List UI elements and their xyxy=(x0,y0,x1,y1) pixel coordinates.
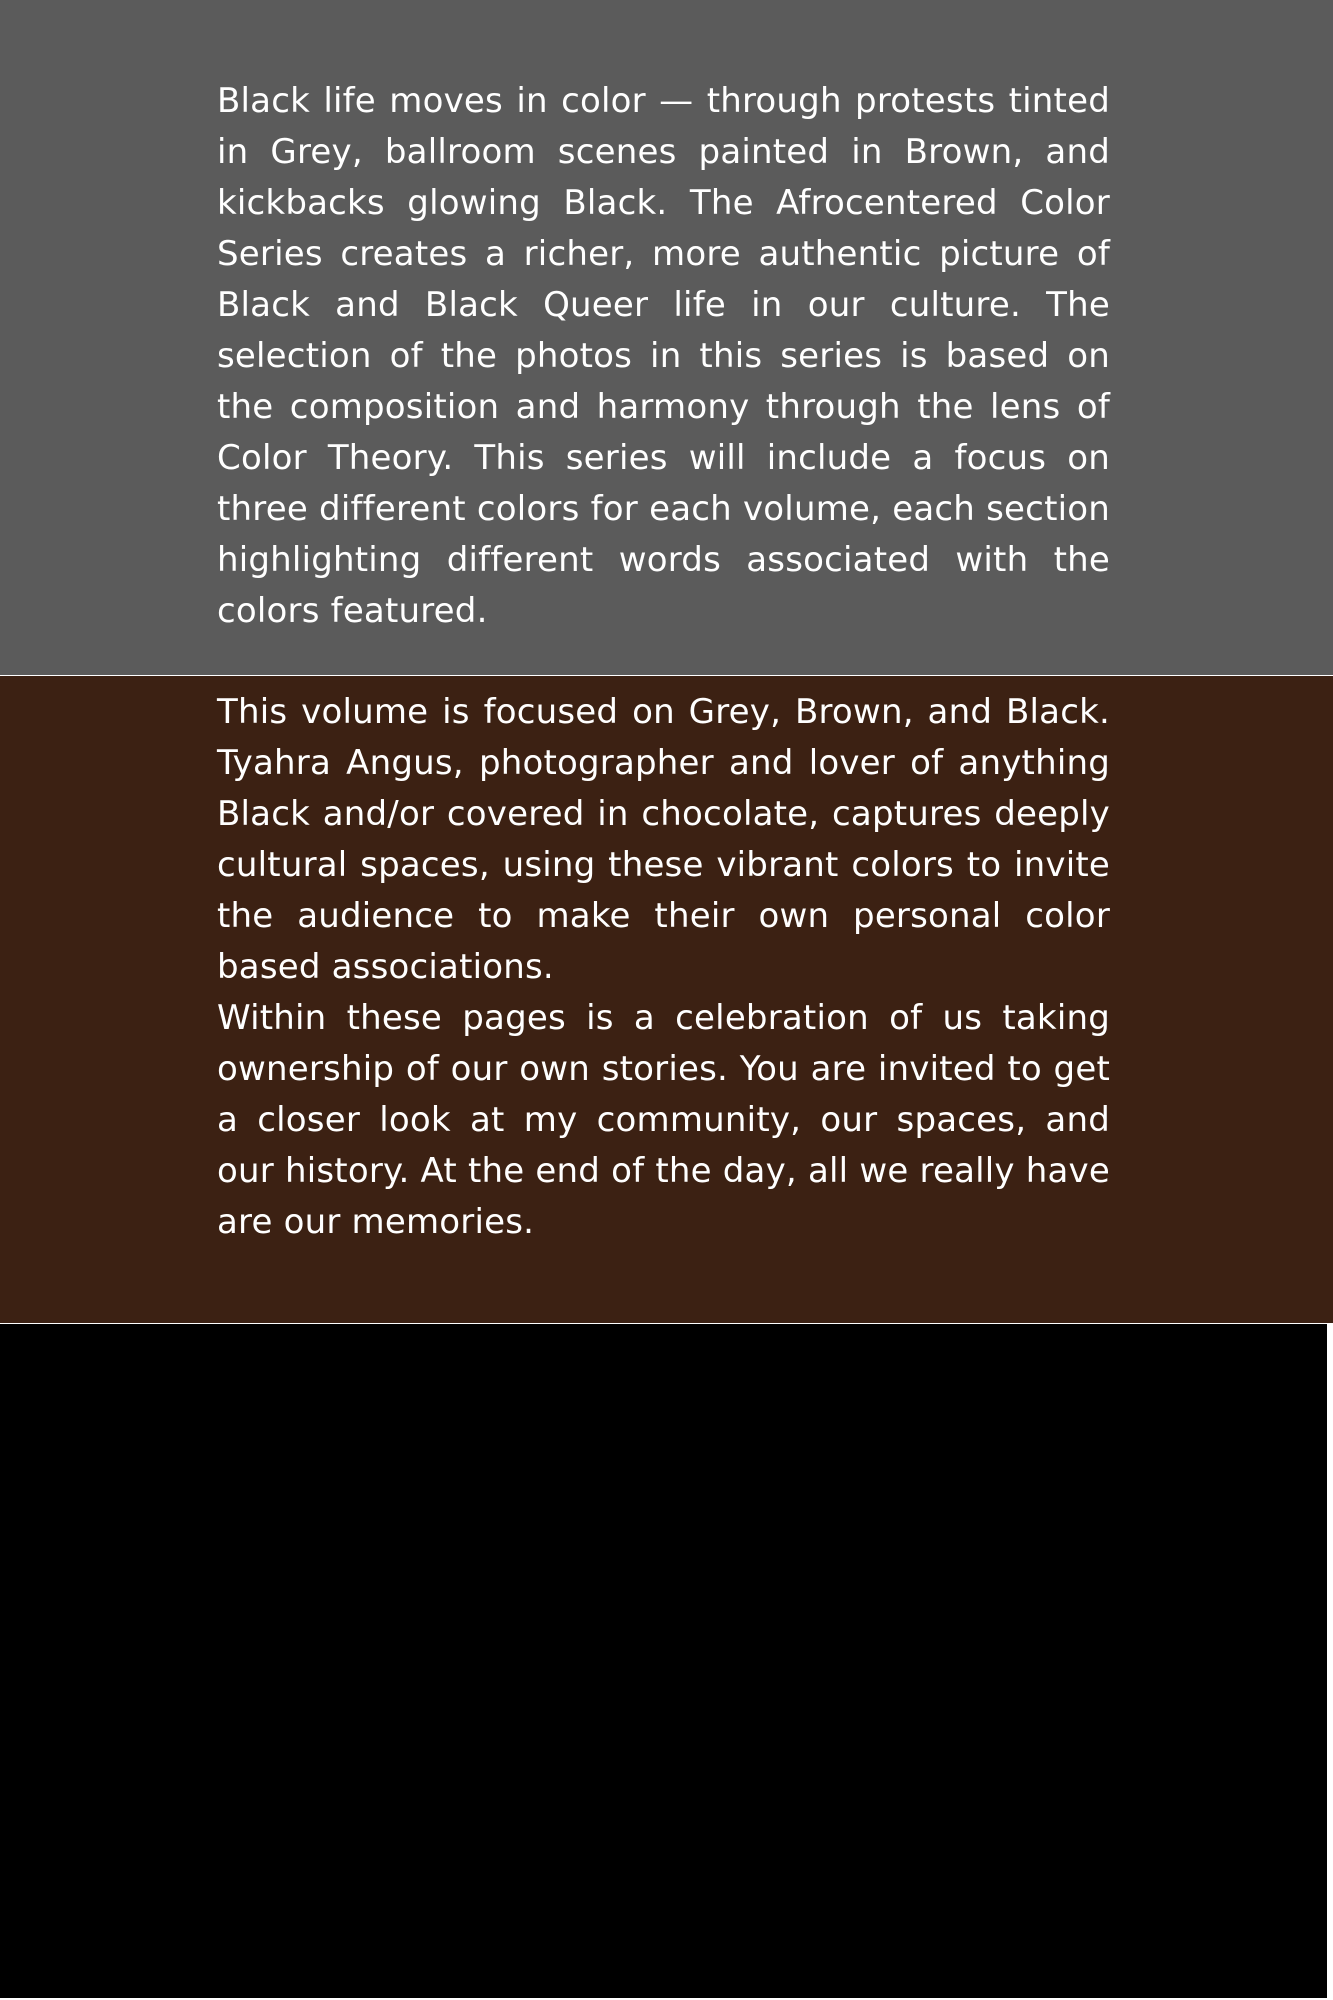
volume-paragraph-1: This volume is focused on Grey, Brown, and Black. Tyahra Angus, photographer and lover of anything Black and/or covered in chocolate, captures deeply cultural spaces, using these vibrant colors to invite the audience to make their own personal color based associations. xyxy=(217,692,1110,987)
intro-text-block xyxy=(217,76,1110,637)
volume-paragraph-2: Within these pages is a celebration of us taking ownership of our own stories. You are invited to get a closer look at my community, our spaces, and our history. At the end of the day, all we really have are our memories. xyxy=(217,998,1110,1242)
intro-paragraph: Black life moves in color — through protests tinted in Grey, ballroom scenes painted in Brown, and kickbacks glowing Black. The Afrocentered Color Series creates a richer, more authentic picture of Black and Black Queer life in our culture. The selection of the photos in this series is based on the composition and harmony through the lens of Color Theory. This series will include a focus on three different colors for each volume, each section highlighting different words associated with the colors featured. xyxy=(217,81,1110,631)
volume-text-block xyxy=(217,687,1110,1248)
black-color-band xyxy=(0,1324,1327,1998)
